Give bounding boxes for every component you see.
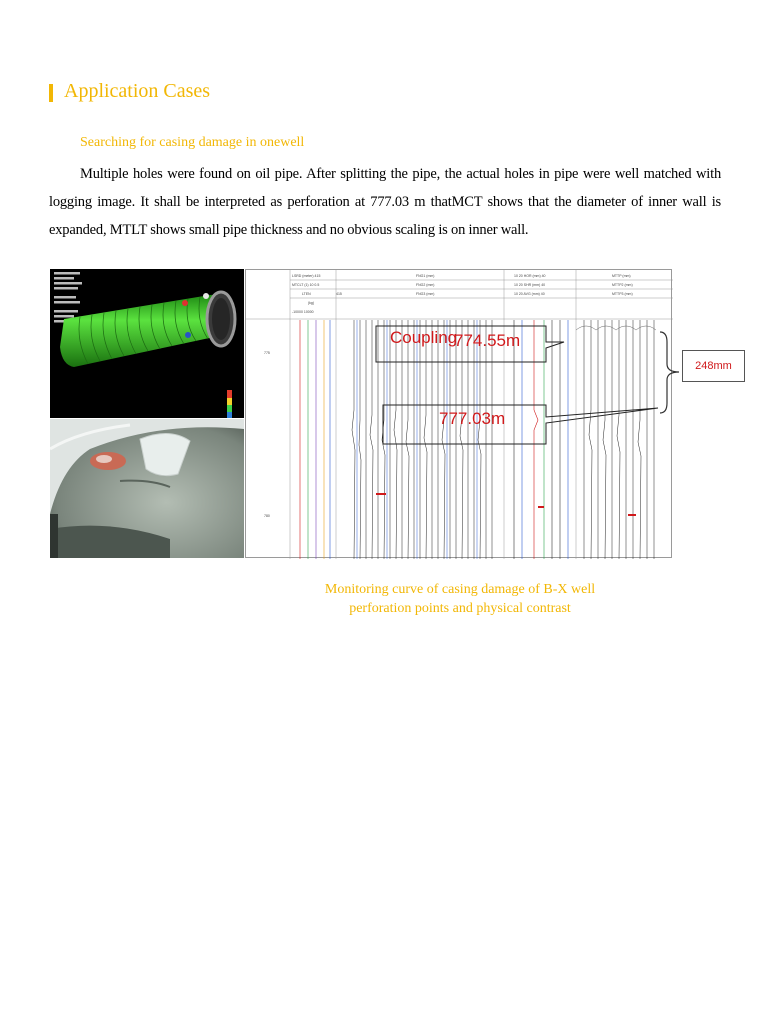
svg-text:MTCLT (1) 10 0.5: MTCLT (1) 10 0.5 (292, 283, 320, 287)
coupling-label: Coupling (390, 328, 458, 347)
svg-text:MTTP2 (mm): MTTP2 (mm) (612, 283, 633, 287)
caption-line-1: Monitoring curve of casing damage of B-X well (324, 582, 596, 597)
spacing-label: 248mm (695, 360, 732, 372)
coupling-depth-label: 774.55m (454, 331, 521, 350)
svg-text:LSRD (meter) 415: LSRD (meter) 415 (292, 274, 321, 278)
figure-caption (200, 580, 720, 618)
svg-text:-10000 10000: -10000 10000 (292, 310, 314, 314)
caption-line-2: perforation points and physical contrast (349, 601, 571, 616)
svg-text:FNG2 (mm): FNG2 (mm) (416, 283, 435, 287)
case-subheading: Searching for casing damage in onewell (80, 135, 305, 150)
svg-text:415: 415 (336, 292, 342, 296)
logging-curve-chart (245, 269, 672, 558)
svg-text:LTEN: LTEN (302, 292, 311, 296)
svg-text:10 20 AVG (mm) 40: 10 20 AVG (mm) 40 (514, 292, 545, 296)
section-title: Application Cases (64, 80, 211, 102)
svg-text:MTTP (mm): MTTP (mm) (612, 274, 631, 278)
svg-text:MTTP3 (mm): MTTP3 (mm) (612, 292, 633, 296)
svg-text:(kg): (kg) (308, 301, 315, 305)
svg-text:10 20 SHR (mm) 40: 10 20 SHR (mm) 40 (514, 283, 546, 287)
section-title-bar (49, 84, 53, 102)
svg-text:780: 780 (264, 514, 270, 518)
svg-text:775: 775 (264, 351, 270, 355)
svg-text:FNG3 (mm): FNG3 (mm) (416, 292, 435, 296)
case-description: Multiple holes were found on oil pipe. After splitting the pipe, the actual holes in pipe were well matched with logging image. It shall be interpreted as perforation at 777.03 m thatMCT shows that the diameter of inner wall is expanded, MTLT shows small pipe thickness and no obvious scaling is on inner wall. (49, 166, 721, 238)
svg-text:FNG1 (mm): FNG1 (mm) (416, 274, 435, 278)
spacing-brace (655, 330, 685, 415)
perforation-depth-label: 777.03m (439, 409, 506, 428)
casing-3d-image (50, 269, 244, 418)
svg-text:10 20 HOR (mm) 40: 10 20 HOR (mm) 40 (514, 274, 546, 278)
split-pipe-photo (50, 419, 244, 558)
spacing-label-box (682, 350, 745, 382)
